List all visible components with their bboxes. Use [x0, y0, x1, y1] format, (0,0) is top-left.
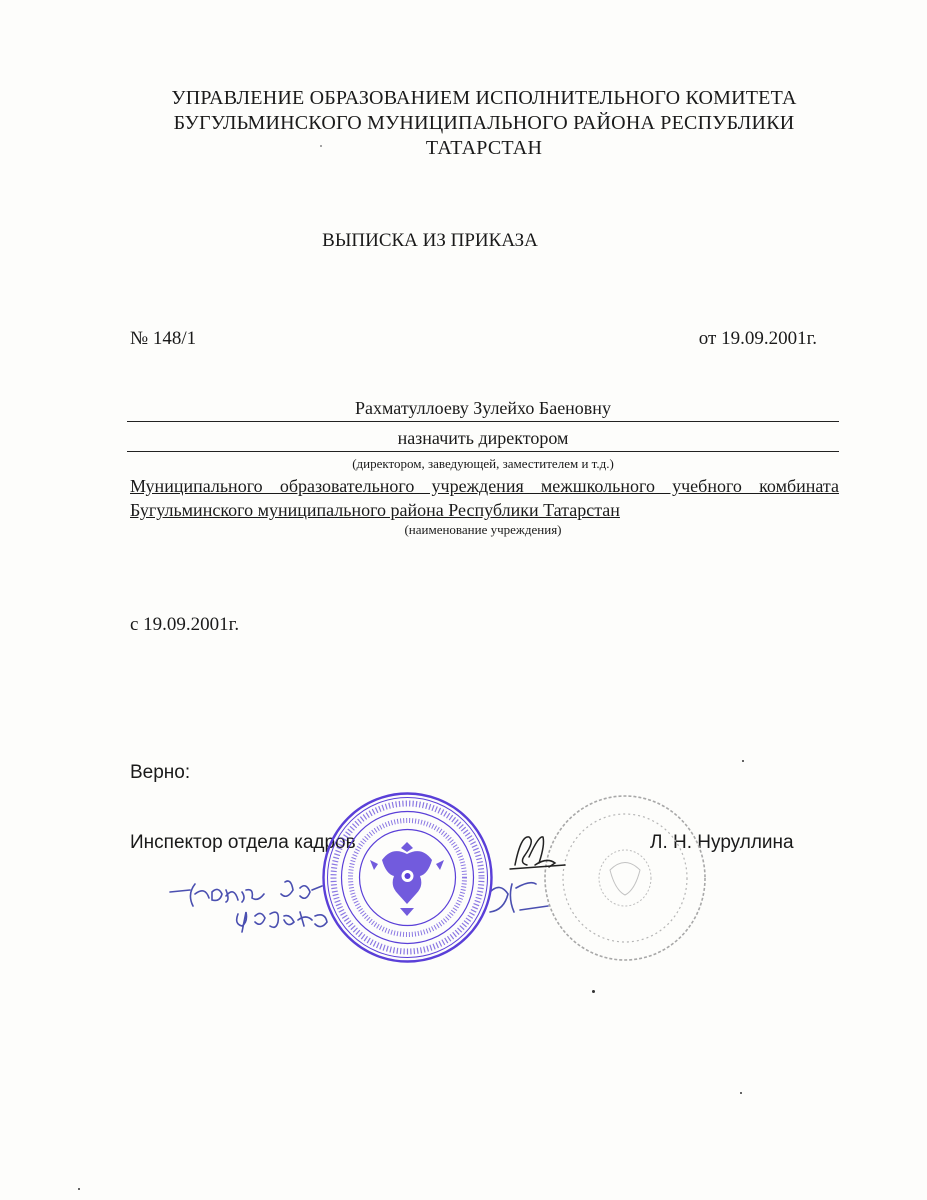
scan-speck: [78, 1188, 80, 1190]
institution-hint: (наименование учреждения): [404, 522, 562, 537]
inspector-title: Инспектор отдела кадров: [130, 832, 356, 853]
appointment-action: назначить директором: [127, 428, 839, 452]
inspector-name: Л. Н. Нуруллина: [650, 832, 794, 853]
position-hint: (директором, заведующей, заместителем и т.д.): [352, 456, 614, 471]
order-number: № 148/1: [130, 328, 197, 349]
issuing-authority-header: [120, 86, 848, 161]
scan-speck: [740, 1092, 742, 1094]
appointee-name: Рахматуллоеву Зулейхо Баеновну: [127, 398, 839, 422]
official-purple-seal: [320, 790, 495, 965]
order-date: от 19.09.2001г.: [698, 328, 817, 349]
inspector-signature: [505, 825, 575, 880]
scan-speck: [742, 760, 744, 762]
header-line-2: БУГУЛЬМИНСКОГО МУНИЦИПАЛЬНОГО РАЙОНА РЕСПУБЛИКИ: [173, 112, 795, 134]
start-date: с 19.09.2001г.: [130, 614, 240, 635]
certified-label: Верно:: [130, 762, 191, 783]
institution-name: Муниципального образовательного учреждения межшкольного учебного комбината Бугульминского муниципального района Республики Татарстан: [130, 476, 839, 520]
header-line-1: УПРАВЛЕНИЕ ОБРАЗОВАНИЕМ ИСПОЛНИТЕЛЬНОГО КОМИТЕТА: [171, 87, 797, 109]
scan-speck: [320, 145, 322, 147]
scan-speck: [592, 990, 595, 993]
document-title: ВЫПИСКА ИЗ ПРИКАЗА: [322, 230, 538, 251]
header-line-3: ТАТАРСТАН: [425, 137, 543, 159]
